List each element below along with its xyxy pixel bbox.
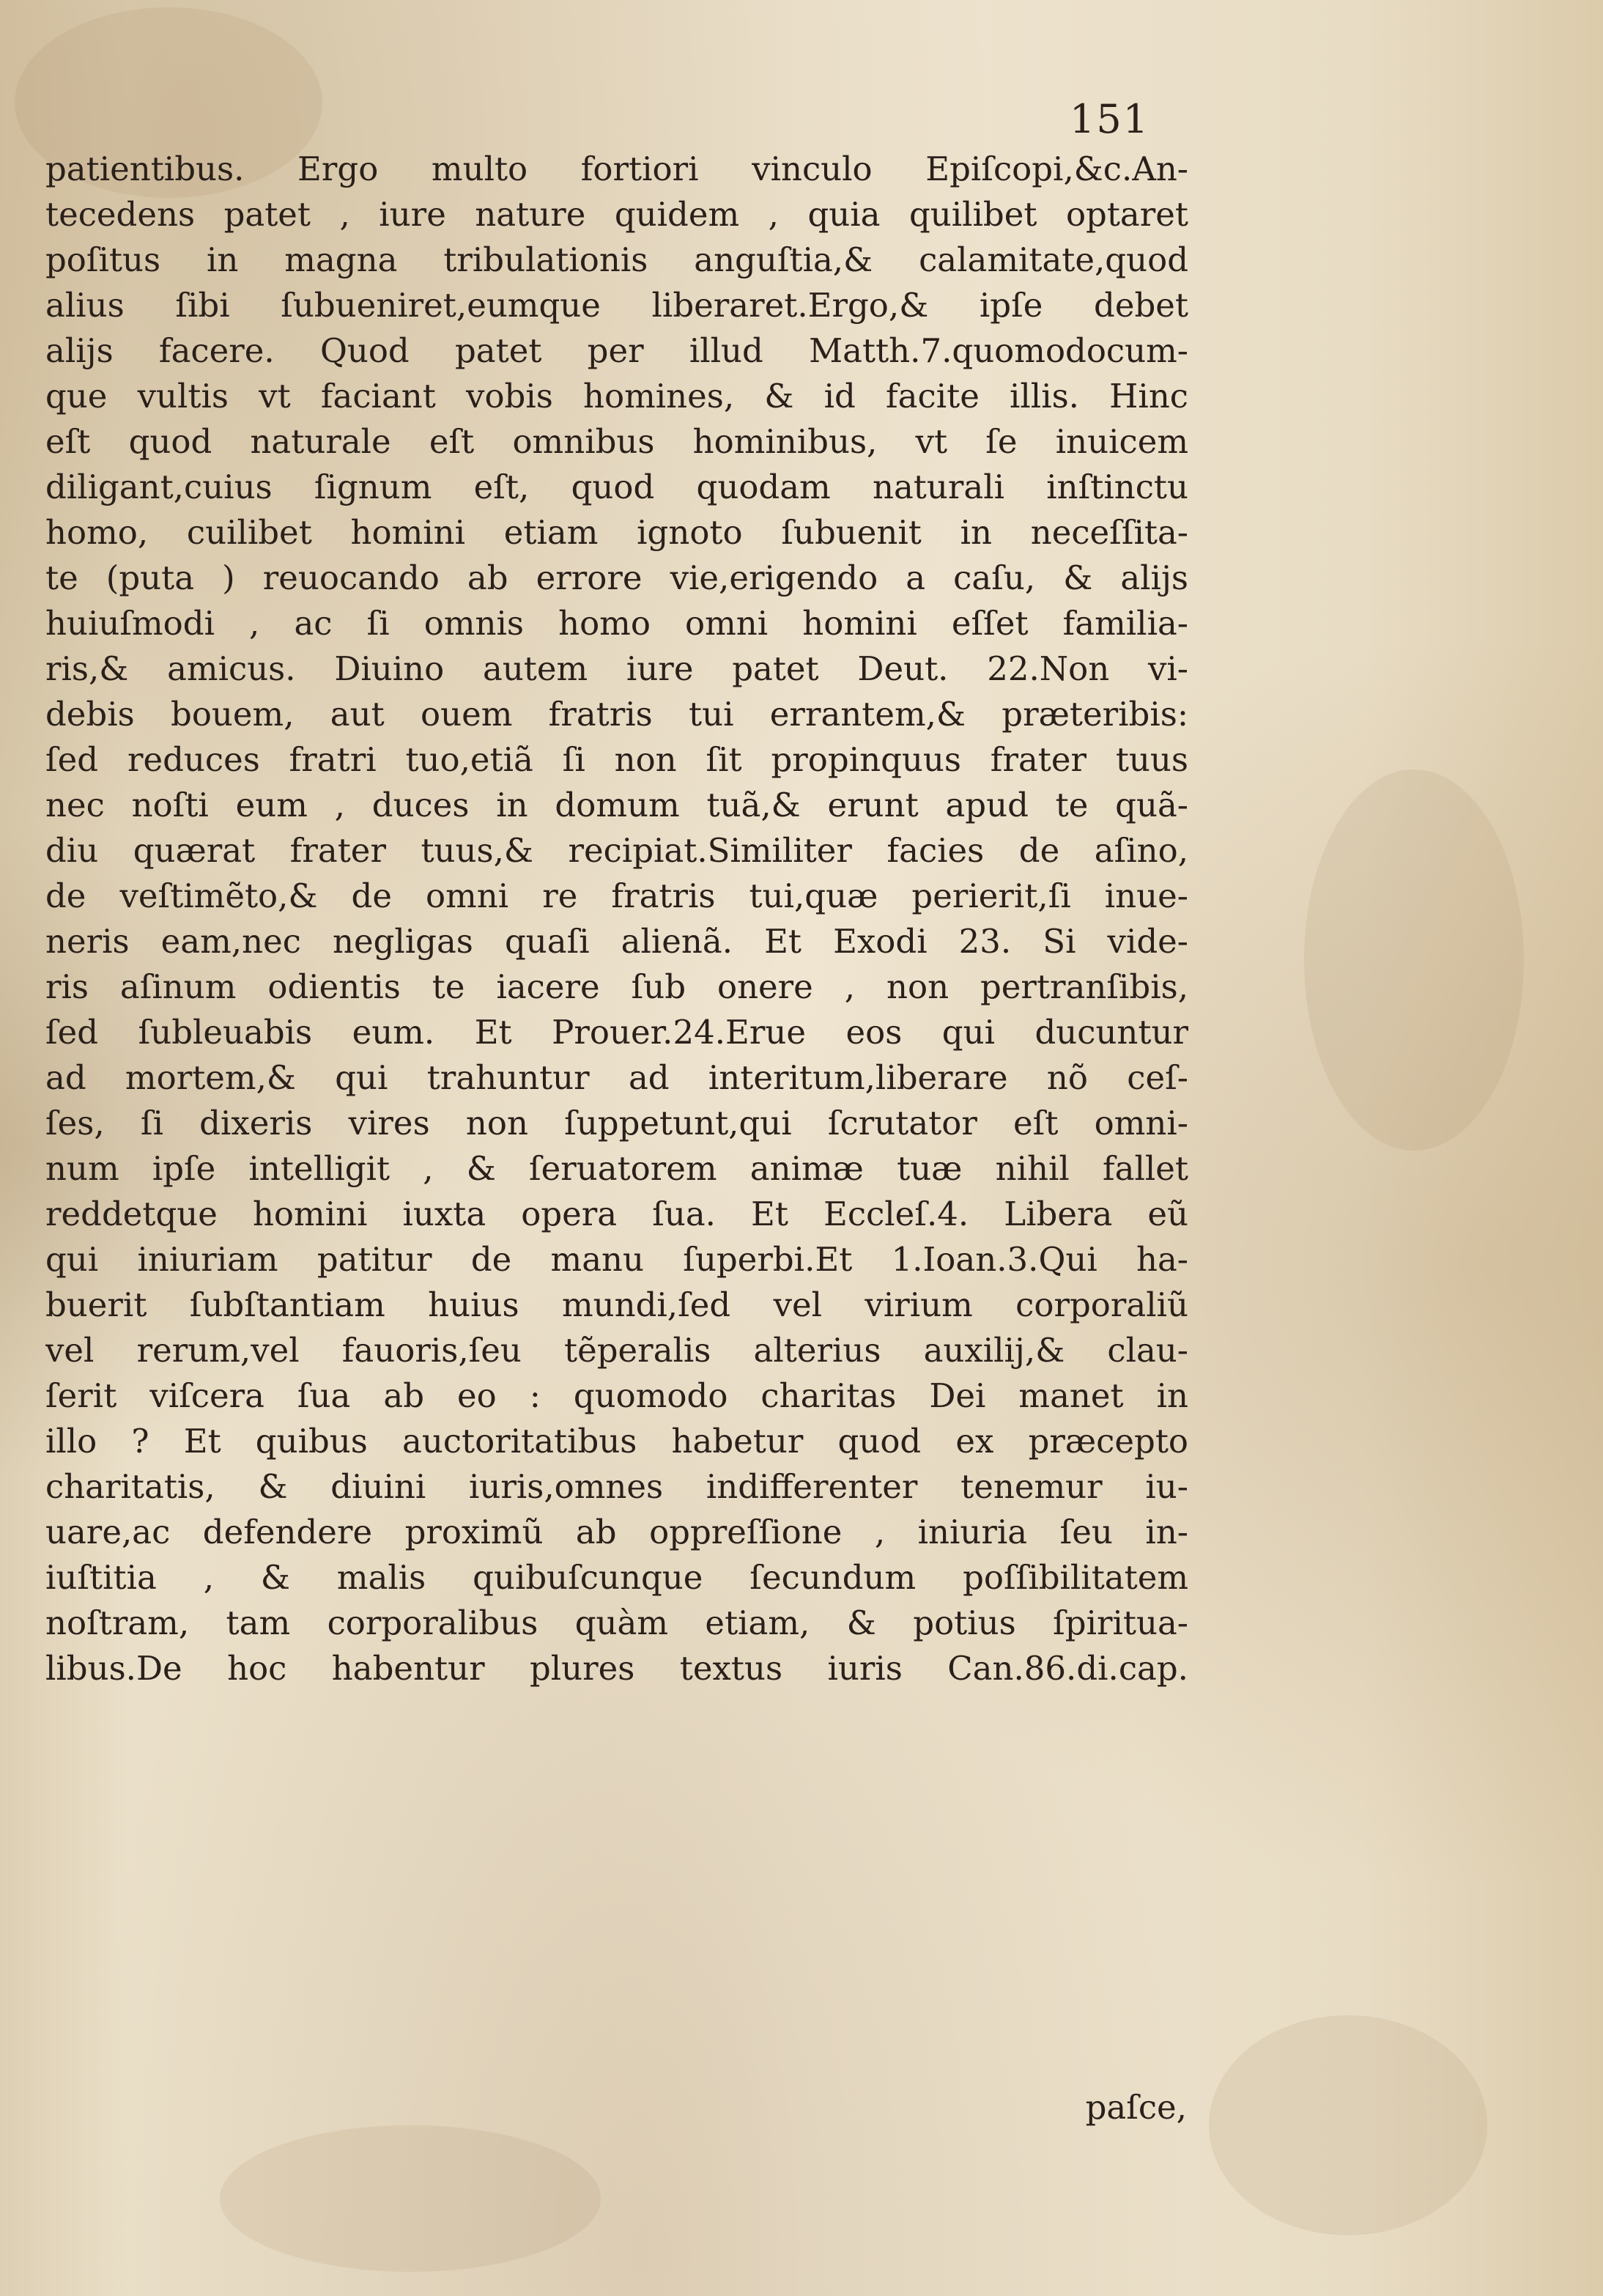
page-number: 151 [1070, 96, 1150, 142]
text-line: patientibus. Ergo multo fortiori vinculo Epiſcopi,&c.An- [45, 150, 1188, 188]
text-line: ſed reduces fratri tuo,etiã ſi non ſit propinquus frater tuus [45, 740, 1188, 779]
text-line: nec noſti eum , duces in domum tuã,& erunt apud te quã- [45, 786, 1188, 824]
text-line: vel rerum,vel fauoris,ſeu tẽperalis alterius auxilij,& clau- [45, 1331, 1188, 1370]
text-line: ad mortem,& qui trahuntur ad interitum,liberare nõ ceſ- [45, 1058, 1188, 1097]
text-line: iuſtitia , & malis quibuſcunque ſecundum poſſibilitatem [45, 1558, 1188, 1597]
text-line: num ipſe intelligit , & ſeruatorem animæ tuæ nihil fallet [45, 1149, 1188, 1188]
text-line: ſes, ſi dixeris vires non ſuppetunt,qui ſcrutator eſt omni- [45, 1104, 1188, 1143]
catchword: paſce, [1085, 2088, 1187, 2127]
text-line: buerit ſubſtantiam huius mundi,ſed vel virium corporaliũ [45, 1285, 1188, 1324]
text-line: te (puta ) reuocando ab errore vie,erigendo a caſu, & alijs [45, 558, 1188, 597]
text-line: ſerit viſcera ſua ab eo : quomodo charitas Dei manet in [45, 1376, 1188, 1415]
text-line: illo ? Et quibus auctoritatibus habetur quod ex præcepto [45, 1422, 1188, 1461]
text-line: ris aſinum odientis te iacere ſub onere , non pertranſibis, [45, 967, 1188, 1006]
text-line: debis bouem, aut ouem fratris tui errantem,& præteribis: [45, 695, 1188, 734]
text-line: noſtram, tam corporalibus quàm etiam, & potius ſpiritua- [45, 1603, 1188, 1642]
text-line: alijs facere. Quod patet per illud Matth.7.quomodocum- [45, 331, 1188, 370]
text-line: que vultis vt faciant vobis homines, & id facite illis. Hinc [45, 377, 1188, 416]
body-text [45, 147, 1188, 1691]
text-line: reddetque homini iuxta opera ſua. Et Eccleſ.4. Libera eũ [45, 1195, 1188, 1233]
text-line: libus.De hoc habentur plures textus iuris Can.86.di.cap. [45, 1649, 1188, 1688]
text-line: de veſtimẽto,& de omni re fratris tui,quæ perierit,ſi inue- [45, 876, 1188, 915]
text-line: tecedens patet , iure nature quidem , quia quilibet optaret [45, 195, 1188, 234]
text-line: eſt quod naturale eſt omnibus hominibus, vt ſe inuicem [45, 422, 1188, 461]
text-line: qui iniuriam patitur de manu ſuperbi.Et 1.Ioan.3.Qui ha- [45, 1240, 1188, 1279]
text-line: diligant,cuius ſignum eſt, quod quodam naturali inſtinctu [45, 468, 1188, 506]
paper-stain [220, 2125, 601, 2272]
text-line: diu quærat frater tuus,& recipiat.Similiter facies de aſino, [45, 831, 1188, 870]
paper-stain [1209, 2015, 1487, 2235]
paper-stain [1304, 769, 1524, 1151]
text-line: homo, cuilibet homini etiam ignoto ſubuenit in neceſſita- [45, 513, 1188, 552]
text-line: ris,& amicus. Diuino autem iure patet Deut. 22.Non vi- [45, 649, 1188, 688]
text-line: uare,ac defendere proximũ ab oppreſſione , iniuria ſeu in- [45, 1513, 1188, 1551]
text-line: ſed ſubleuabis eum. Et Prouer.24.Erue eos qui ducuntur [45, 1013, 1188, 1052]
text-line: huiuſmodi , ac ſi omnis homo omni homini eſſet familia- [45, 604, 1188, 643]
text-line: alius ſibi ſubueniret,eumque liberaret.Ergo,& ipſe debet [45, 286, 1188, 325]
text-line: poſitus in magna tribulationis anguſtia,& calamitate,quod [45, 240, 1188, 279]
text-line: charitatis, & diuini iuris,omnes indifferenter tenemur iu- [45, 1467, 1188, 1506]
text-line: neris eam,nec negligas quaſi alienã. Et Exodi 23. Si vide- [45, 922, 1188, 961]
